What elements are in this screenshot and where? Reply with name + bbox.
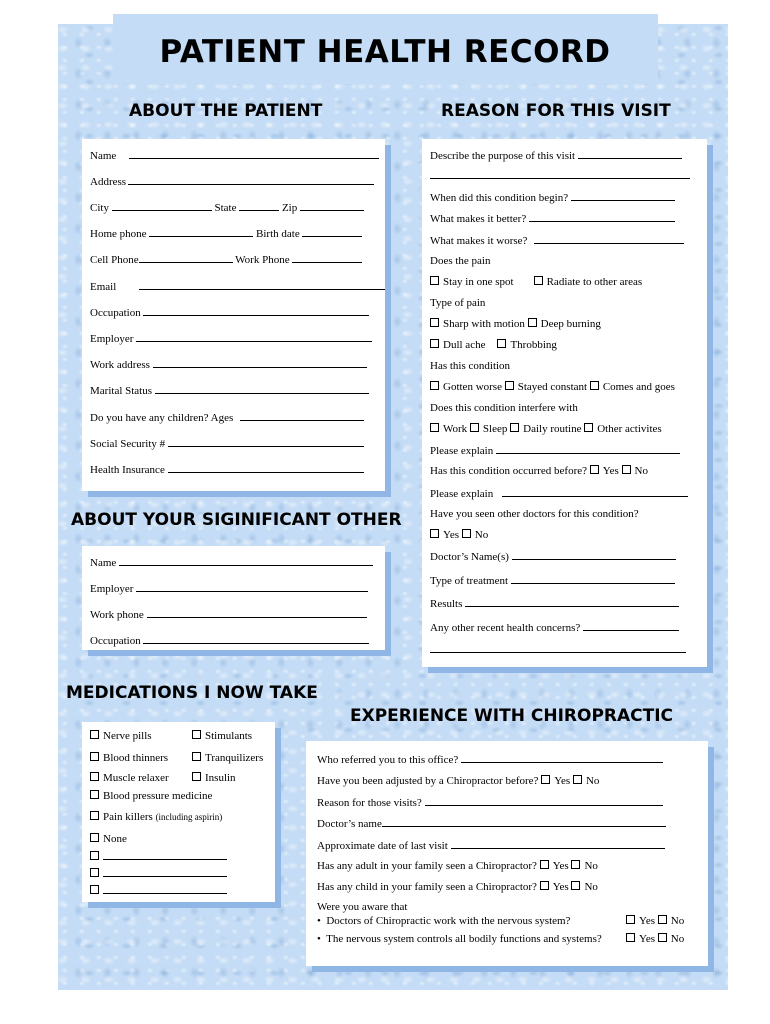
tranquilizers-checkbox[interactable] [192,752,201,761]
label-radiate: Radiate to other areas [546,276,643,288]
label-insulin: Insulin [205,772,236,784]
occurred-yes-checkbox[interactable] [590,465,599,474]
insulin-checkbox[interactable] [192,772,201,781]
other-occupation-field[interactable] [143,634,369,644]
bullet-icon: • [317,915,321,927]
label-yes: Yes [552,881,569,893]
page-title: PATIENT HEALTH RECORD [159,34,611,70]
label-nerve: Nerve pills [103,730,152,742]
other-med-3-field[interactable] [103,884,227,894]
b1-yes-checkbox[interactable] [626,915,635,924]
label-ssn: Social Security # [90,438,166,450]
other-med-3-checkbox[interactable] [90,885,99,894]
treatment-field[interactable] [511,574,675,584]
label-bp: Blood pressure medicine [103,790,213,802]
label-aware: Were you aware that [317,901,408,913]
adjusted-yes-checkbox[interactable] [541,775,550,784]
other-med-1-checkbox[interactable] [90,851,99,860]
employer-field[interactable] [136,332,372,342]
label-comes: Comes and goes [602,381,675,393]
worse-field[interactable] [534,234,684,244]
adjusted-no-checkbox[interactable] [573,775,582,784]
blood-thinners-checkbox[interactable] [90,752,99,761]
label-yes: Yes [639,915,656,927]
label-other-activities: Other activites [597,423,662,435]
label-birth-date: Birth date [256,228,300,240]
label-better: What makes it better? [430,213,527,225]
label-concerns: Any other recent health concerns? [430,622,581,634]
label-marital-status: Marital Status [90,385,153,397]
label-adult: Has any adult in your family seen a Chiropractor? [317,860,537,872]
insurance-field[interactable] [168,463,364,473]
ssn-field[interactable] [168,437,364,447]
label-stay: Stay in one spot [443,276,514,288]
label-stayed: Stayed constant [517,381,588,393]
label-blood-thinners: Blood thinners [103,752,169,764]
daily-checkbox[interactable] [510,423,519,432]
label-throbbing: Throbbing [510,339,557,351]
heading-reason-visit: REASON FOR THIS VISIT [441,101,671,121]
label-daily: Daily routine [523,423,582,435]
label-work-address: Work address [90,359,150,371]
label-address: Address [90,176,127,188]
label-referred: Who referred you to this office? [317,754,459,766]
label-children: Do you have any children? Ages [90,412,234,424]
other-activities-checkbox[interactable] [584,423,593,432]
label-other-work-phone: Work phone [90,609,144,621]
none-checkbox[interactable] [90,833,99,842]
label-tranquilizers: Tranquilizers [205,752,264,764]
concerns-field[interactable] [583,621,679,631]
label-no: No [670,933,685,945]
other-name-field[interactable] [119,556,373,566]
other-med-1-field[interactable] [103,850,227,860]
label-no: No [584,860,598,872]
label-gotten-worse: Gotten worse [443,381,502,393]
label-begin: When did this condition begin? [430,192,569,204]
bp-checkbox[interactable] [90,790,99,799]
reason-box [422,139,707,667]
last-visit-field[interactable] [451,839,665,849]
other-work-phone-field[interactable] [147,608,367,618]
dull-checkbox[interactable] [430,339,439,348]
heading-medications: MEDICATIONS I NOW TAKE [66,683,318,703]
pain-checkbox[interactable] [90,811,99,820]
city-field[interactable] [112,201,212,211]
label-interfere: Does this condition interfere with [430,402,578,414]
comes-checkbox[interactable] [590,381,599,390]
chiropractic-box [306,741,708,966]
constant-checkbox[interactable] [505,381,514,390]
other-employer-field[interactable] [136,582,368,592]
label-does-pain: Does the pain [430,255,491,267]
child-yes-checkbox[interactable] [540,881,549,890]
label-child: Has any child in your family seen a Chiropractor? [317,881,537,893]
cell-phone-field[interactable] [139,253,233,263]
work-checkbox[interactable] [430,423,439,432]
birth-date-field[interactable] [302,227,362,237]
label-email: Email [90,281,117,293]
heading-about-patient: ABOUT THE PATIENT [129,101,323,121]
concerns-field-2[interactable] [430,643,686,653]
label-no: No [634,465,648,477]
worse-checkbox[interactable] [430,381,439,390]
label-muscle: Muscle relaxer [103,772,169,784]
label-last-visit: Approximate date of last visit [317,840,448,852]
label-treatment: Type of treatment [430,575,509,587]
label-type-pain: Type of pain [430,297,486,309]
work-phone-field[interactable] [292,253,362,263]
radiate-checkbox[interactable] [534,276,543,285]
label-work: Work [443,423,468,435]
label-other-occupation: Occupation [90,635,141,647]
deep-checkbox[interactable] [528,318,537,327]
doctors-yes-checkbox[interactable] [430,529,439,538]
work-address-field[interactable] [153,358,367,368]
explain-1-field[interactable] [496,444,680,454]
b1-no-checkbox[interactable] [658,915,667,924]
label-explain-2: Please explain [430,488,494,500]
label-yes: Yes [639,933,656,945]
begin-field[interactable] [571,191,675,201]
label-city: City [90,202,109,214]
label-employer: Employer [90,333,134,345]
home-phone-field[interactable] [149,227,253,237]
label-none: None [103,833,127,845]
label-no: No [670,915,685,927]
heading-significant-other: ABOUT YOUR SIGINIFICANT OTHER [71,510,402,530]
label-worse: What makes it worse? [430,235,528,247]
label-adjusted: Have you been adjusted by a Chiropractor before? [317,775,539,787]
doctor-names-field[interactable] [512,550,676,560]
muscle-checkbox[interactable] [90,772,99,781]
label-yes: Yes [554,775,571,787]
label-no: No [584,881,598,893]
state-field[interactable] [239,201,279,211]
label-occupation: Occupation [90,307,141,319]
label-bullet-2: The nervous system controls all bodily functions and systems? [326,933,602,945]
label-work-phone: Work Phone [235,254,290,266]
doctors-no-checkbox[interactable] [462,529,471,538]
referred-field[interactable] [461,753,663,763]
label-insurance: Health Insurance [90,464,165,476]
zip-field[interactable] [300,201,364,211]
label-bullet-1: Doctors of Chiropractic work with the nervous system? [326,915,571,927]
label-other-doctors: Have you seen other doctors for this condition? [430,508,639,520]
stimulants-checkbox[interactable] [192,730,201,739]
label-cell-phone: Cell Phone [90,254,139,266]
adult-yes-checkbox[interactable] [540,860,549,869]
label-yes: Yes [443,529,460,541]
label-chiro-reason: Reason for those visits? [317,797,422,809]
label-purpose: Describe the purpose of this visit [430,150,576,162]
purpose-field[interactable] [578,149,682,159]
throbbing-checkbox[interactable] [497,339,506,348]
sleep-checkbox[interactable] [470,423,479,432]
chiro-doctor-field[interactable] [382,817,666,827]
label-sharp: Sharp with motion [443,318,525,330]
label-explain-1: Please explain [430,445,494,457]
chiro-reason-field[interactable] [425,796,663,806]
occurred-no-checkbox[interactable] [622,465,631,474]
label-no: No [585,775,600,787]
occupation-field[interactable] [143,306,369,316]
nerve-checkbox[interactable] [90,730,99,739]
children-field[interactable] [240,411,364,421]
label-occurred: Has this condition occurred before? [430,465,587,477]
bullet-icon: • [317,933,321,945]
label-name: Name [90,150,117,162]
label-pain: Pain killers [103,811,153,823]
sharp-checkbox[interactable] [430,318,439,327]
label-doctor-names: Doctor’s Name(s) [430,551,509,563]
other-med-2-checkbox[interactable] [90,868,99,877]
email-field[interactable] [139,280,385,290]
child-no-checkbox[interactable] [571,881,580,890]
marital-status-field[interactable] [155,384,369,394]
adult-no-checkbox[interactable] [571,860,580,869]
label-deep: Deep burning [540,318,601,330]
label-no: No [474,529,489,541]
label-has-condition: Has this condition [430,360,511,372]
label-pain-note: (including aspirin) [155,812,223,822]
medications-box [82,722,275,902]
label-zip: Zip [281,202,298,214]
label-state: State [214,202,237,214]
better-field[interactable] [529,212,675,222]
other-med-2-field[interactable] [103,867,227,877]
purpose-field-2[interactable] [430,169,690,179]
label-results: Results [430,598,463,610]
name-field[interactable] [129,149,379,159]
heading-chiropractic: EXPERIENCE WITH CHIROPRACTIC [350,706,674,726]
stay-checkbox[interactable] [430,276,439,285]
label-chiro-doctor: Doctor’s name [317,818,382,830]
label-other-name: Name [90,557,117,569]
label-yes: Yes [602,465,619,477]
label-home-phone: Home phone [90,228,147,240]
label-other-employer: Employer [90,583,134,595]
significant-other-box [82,546,385,650]
b2-no-checkbox[interactable] [658,933,667,942]
patient-box [82,139,385,491]
address-field[interactable] [128,175,374,185]
label-stimulants: Stimulants [205,730,253,742]
label-dull: Dull ache [443,339,486,351]
b2-yes-checkbox[interactable] [626,933,635,942]
explain-2-field[interactable] [502,487,688,497]
label-sleep: Sleep [482,423,508,435]
label-yes: Yes [552,860,569,872]
results-field[interactable] [465,597,679,607]
